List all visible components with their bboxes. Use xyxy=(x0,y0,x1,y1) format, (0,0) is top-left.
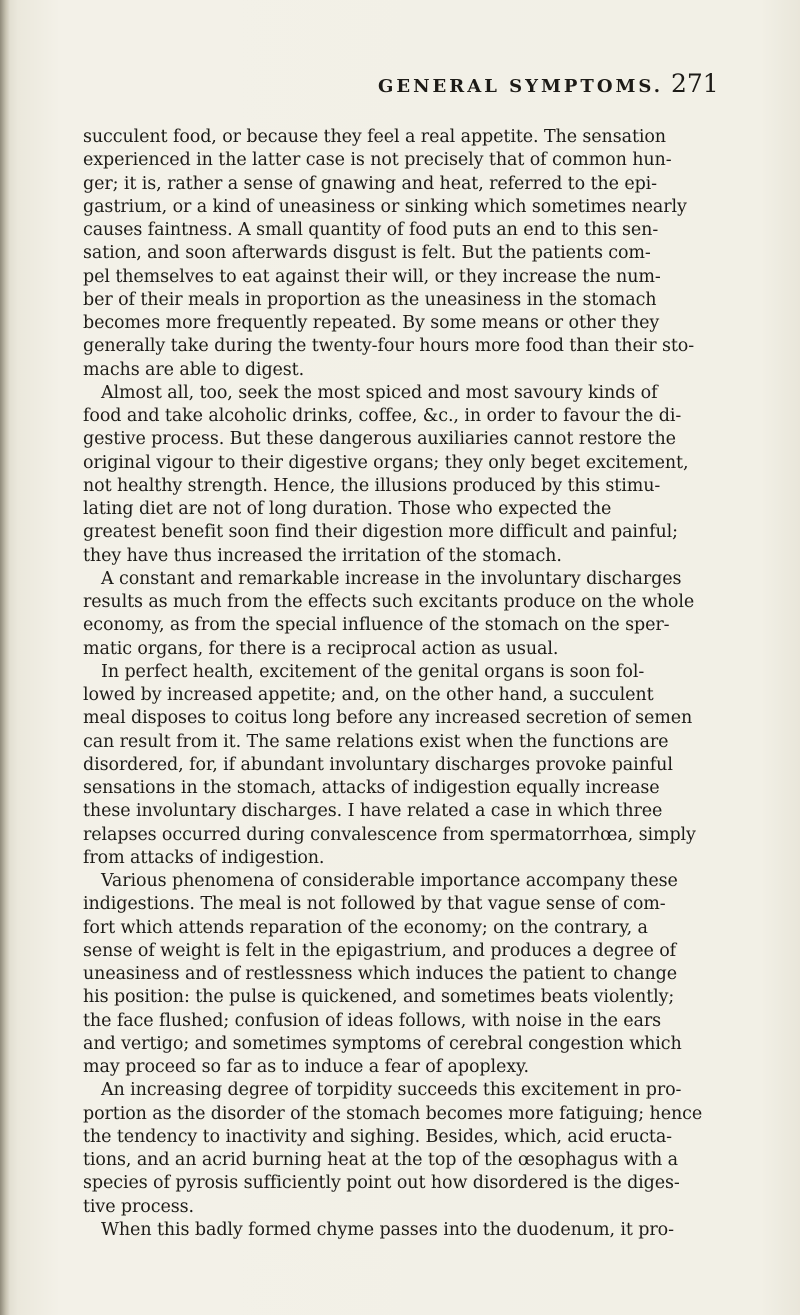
text-line: fort which attends reparation of the economy; on the contrary, a xyxy=(83,917,648,938)
paragraph-start-line: In perfect health, excitement of the genital organs is soon fol- xyxy=(101,661,645,682)
text-line: species of pyrosis sufficiently point out how disordered is the diges- xyxy=(83,1173,680,1194)
paragraph-start-line: An increasing degree of torpidity succeeds this excitement in pro- xyxy=(101,1080,682,1101)
text-line: these involuntary discharges. I have related a case in which three xyxy=(83,801,663,822)
paragraph-start-line: A constant and remarkable increase in the involuntary discharges xyxy=(101,568,682,589)
text-line: economy, as from the special influence of the stomach on the sper- xyxy=(83,615,670,636)
text-line: and vertigo; and sometimes symptoms of cerebral congestion which xyxy=(83,1033,682,1054)
body-text xyxy=(83,126,705,1242)
text-line: food and take alcoholic drinks, coffee, &c., in order to favour the di- xyxy=(83,406,682,426)
text-line: sation, and soon afterwards disgust is felt. But the patients com- xyxy=(83,243,651,264)
text-line: the tendency to inactivity and sighing. Besides, which, acid eructa- xyxy=(83,1126,672,1147)
text-line: can result from it. The same relations exist when the functions are xyxy=(83,731,669,752)
binding-gutter xyxy=(0,0,10,1315)
text-line: lowed by increased appetite; and, on the other hand, a succulent xyxy=(83,685,654,705)
text-line: indigestions. The meal is not followed by that vague sense of com- xyxy=(83,894,666,915)
page-header xyxy=(0,66,800,106)
text-line: matic organs, for there is a reciprocal action as usual. xyxy=(83,638,559,659)
text-line: machs are able to digest. xyxy=(83,359,305,380)
paragraph-start-line: When this badly formed chyme passes into the duodenum, it pro- xyxy=(101,1219,674,1240)
running-head: GENERAL SYMPTOMS. xyxy=(378,76,664,97)
text-line: sense of weight is felt in the epigastrium, and produces a degree of xyxy=(83,940,677,961)
text-line: pel themselves to eat against their will, or they increase the num- xyxy=(83,266,661,287)
text-line: results as much from the effects such excitants produce on the whole xyxy=(83,592,695,612)
paragraph-start-line: Almost all, too, seek the most spiced and most savoury kinds of xyxy=(101,382,658,403)
text-line: ber of their meals in proportion as the uneasiness in the stomach xyxy=(83,289,657,310)
text-line: may proceed so far as to induce a fear of apoplexy. xyxy=(83,1057,529,1077)
text-line: lating diet are not of long duration. Those who expected the xyxy=(83,499,612,519)
text-line: relapses occurred during convalescence from spermatorrhœa, simply xyxy=(83,824,696,845)
page-number: 271 xyxy=(671,69,719,98)
text-line: portion as the disorder of the stomach becomes more fatiguing; hence xyxy=(83,1103,703,1124)
text-line: ger; it is, rather a sense of gnawing and heat, referred to the epi- xyxy=(83,173,657,194)
text-line: from attacks of indigestion. xyxy=(83,847,325,868)
text-line: not healthy strength. Hence, the illusions produced by this stimu- xyxy=(83,475,661,496)
text-line: they have thus increased the irritation of the stomach. xyxy=(83,545,562,566)
text-line: meal disposes to coitus long before any increased secretion of semen xyxy=(83,708,693,729)
text-line: uneasiness and of restlessness which induces the patient to change xyxy=(83,964,678,984)
text-line: becomes more frequently repeated. By some means or other they xyxy=(83,313,660,333)
text-line: tive process. xyxy=(83,1196,194,1217)
text-line: succulent food, or because they feel a real appetite. The sensation xyxy=(83,127,666,147)
paragraph-start-line: Various phenomena of considerable importance accompany these xyxy=(101,871,678,891)
text-line: greatest benefit soon find their digestion more difficult and painful; xyxy=(83,522,678,543)
text-line: sensations in the stomach, attacks of indigestion equally increase xyxy=(83,778,660,798)
text-line: disordered, for, if abundant involuntary discharges provoke painful xyxy=(83,754,673,775)
text-line: experienced in the latter case is not precisely that of common hun- xyxy=(83,150,672,171)
text-line: original vigour to their digestive organs; they only beget excitement, xyxy=(83,452,689,473)
text-line: the face flushed; confusion of ideas follows, with noise in the ears xyxy=(83,1010,662,1031)
text-line: his position: the pulse is quickened, and sometimes beats violently; xyxy=(83,987,675,1008)
text-line: tions, and an acrid burning heat at the top of the œsophagus with a xyxy=(83,1150,678,1170)
text-line: generally take during the twenty-four hours more food than their sto- xyxy=(83,336,695,357)
text-line: gastrium, or a kind of uneasiness or sinking which sometimes nearly xyxy=(83,196,687,217)
text-line: gestive process. But these dangerous auxiliaries cannot restore the xyxy=(83,429,676,450)
text-line: causes faintness. A small quantity of food puts an end to this sen- xyxy=(83,220,659,240)
